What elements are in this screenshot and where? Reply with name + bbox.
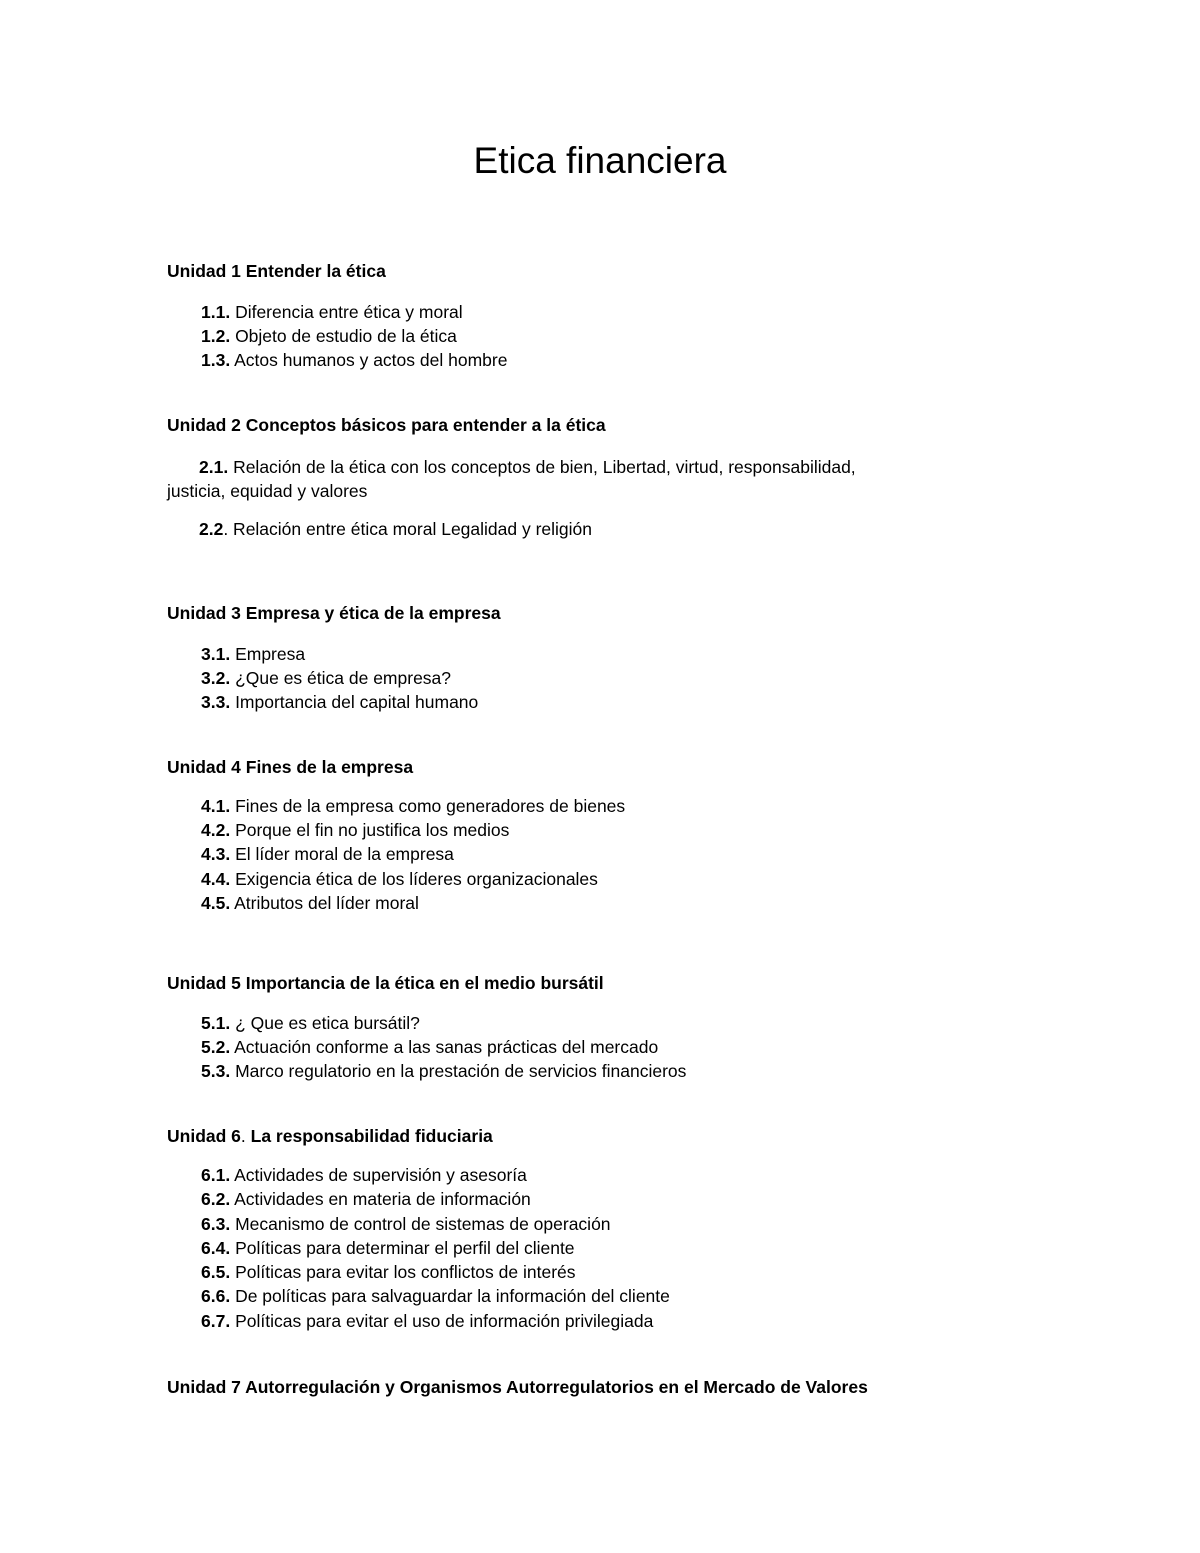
unit-5-heading: Unidad 5 Importancia de la ética en el medio bursátil xyxy=(167,973,604,993)
unit-6-heading xyxy=(167,1126,493,1147)
item-text: Políticas para evitar los conflictos de interés xyxy=(230,1262,576,1282)
list-item xyxy=(167,455,867,503)
item-text: Actividades en materia de información xyxy=(230,1189,531,1209)
item-text: Actuación conforme a las sanas prácticas del mercado xyxy=(230,1037,659,1057)
item-text: Objeto de estudio de la ética xyxy=(230,326,457,346)
list-item xyxy=(201,869,598,890)
item-text: El líder moral de la empresa xyxy=(230,844,454,864)
list-item xyxy=(201,1061,686,1082)
item-number: 2.1. xyxy=(199,457,229,477)
item-number: 4.2. xyxy=(201,820,231,840)
item-text: Relación de la ética con los conceptos de bien, Libertad, virtud, responsabilidad, justicia, equidad y valores xyxy=(167,457,856,501)
list-item xyxy=(201,1189,531,1210)
list-item xyxy=(201,1311,653,1332)
list-item xyxy=(201,326,457,347)
unit-3-heading: Unidad 3 Empresa y ética de la empresa xyxy=(167,603,501,623)
item-number: 3.3. xyxy=(201,692,231,712)
list-item xyxy=(201,644,305,665)
item-text: De políticas para salvaguardar la información del cliente xyxy=(230,1286,670,1306)
item-number: 4.4. xyxy=(201,869,231,889)
item-number: 4.5. xyxy=(201,893,231,913)
item-number: 5.2. xyxy=(201,1037,231,1057)
list-item xyxy=(201,1262,576,1283)
item-text: Actividades de supervisión y asesoría xyxy=(230,1165,527,1185)
unit-6-heading-separator: . xyxy=(240,1126,251,1146)
list-item xyxy=(201,1037,658,1058)
item-number: 6.7. xyxy=(201,1311,231,1331)
item-number: 2.2 xyxy=(199,519,224,539)
item-number: 6.4. xyxy=(201,1238,231,1258)
unit-1-heading: Unidad 1 Entender la ética xyxy=(167,261,386,281)
list-item xyxy=(201,1238,575,1259)
list-item xyxy=(201,1013,420,1034)
unit-6-heading-title: La responsabilidad fiduciaria xyxy=(250,1126,493,1146)
list-item xyxy=(201,350,507,371)
item-text: ¿Que es ética de empresa? xyxy=(230,668,452,688)
list-item xyxy=(201,302,463,323)
item-number: 6.1. xyxy=(201,1165,231,1185)
unit-4-heading: Unidad 4 Fines de la empresa xyxy=(167,757,414,777)
item-number: 3.1. xyxy=(201,644,231,664)
item-text: ¿ Que es etica bursátil? xyxy=(230,1013,420,1033)
item-number: 6.2. xyxy=(201,1189,231,1209)
item-number: 6.6. xyxy=(201,1286,231,1306)
list-item xyxy=(201,668,451,689)
item-text: Mecanismo de control de sistemas de operación xyxy=(230,1214,611,1234)
item-text: Fines de la empresa como generadores de bienes xyxy=(230,796,626,816)
list-item xyxy=(201,796,625,817)
list-item xyxy=(201,692,478,713)
item-text: Políticas para determinar el perfil del cliente xyxy=(230,1238,575,1258)
item-text: Atributos del líder moral xyxy=(230,893,419,913)
item-number: 1.2. xyxy=(201,326,231,346)
item-text: Diferencia entre ética y moral xyxy=(230,302,463,322)
list-item xyxy=(199,519,592,540)
unit-2-heading: Unidad 2 Conceptos básicos para entender a la ética xyxy=(167,415,606,435)
item-number: 4.3. xyxy=(201,844,231,864)
item-number: 1.1. xyxy=(201,302,231,322)
item-text: Políticas para evitar el uso de información privilegiada xyxy=(230,1311,654,1331)
item-number: 4.1. xyxy=(201,796,231,816)
item-text: Empresa xyxy=(230,644,306,664)
item-text: Porque el fin no justifica los medios xyxy=(230,820,510,840)
item-text: . Relación entre ética moral Legalidad y religión xyxy=(223,519,593,539)
item-number: 6.5. xyxy=(201,1262,231,1282)
list-item xyxy=(201,820,509,841)
item-text: Exigencia ética de los líderes organizacionales xyxy=(230,869,598,889)
item-text: Marco regulatorio en la prestación de servicios financieros xyxy=(230,1061,687,1081)
item-text: Importancia del capital humano xyxy=(230,692,479,712)
unit-6-heading-number: Unidad 6 xyxy=(167,1126,241,1146)
unit-7-heading: Unidad 7 Autorregulación y Organismos Autorregulatorios en el Mercado de Valores xyxy=(167,1377,868,1397)
list-item xyxy=(201,1214,611,1235)
document-title: Etica financiera xyxy=(473,140,727,181)
item-text: Actos humanos y actos del hombre xyxy=(230,350,508,370)
list-item xyxy=(201,1286,670,1307)
item-number: 5.1. xyxy=(201,1013,231,1033)
item-number: 5.3. xyxy=(201,1061,231,1081)
list-item xyxy=(201,893,419,914)
item-number: 6.3. xyxy=(201,1214,231,1234)
list-item xyxy=(201,1165,527,1186)
list-item xyxy=(201,844,454,865)
item-number: 1.3. xyxy=(201,350,231,370)
item-number: 3.2. xyxy=(201,668,231,688)
